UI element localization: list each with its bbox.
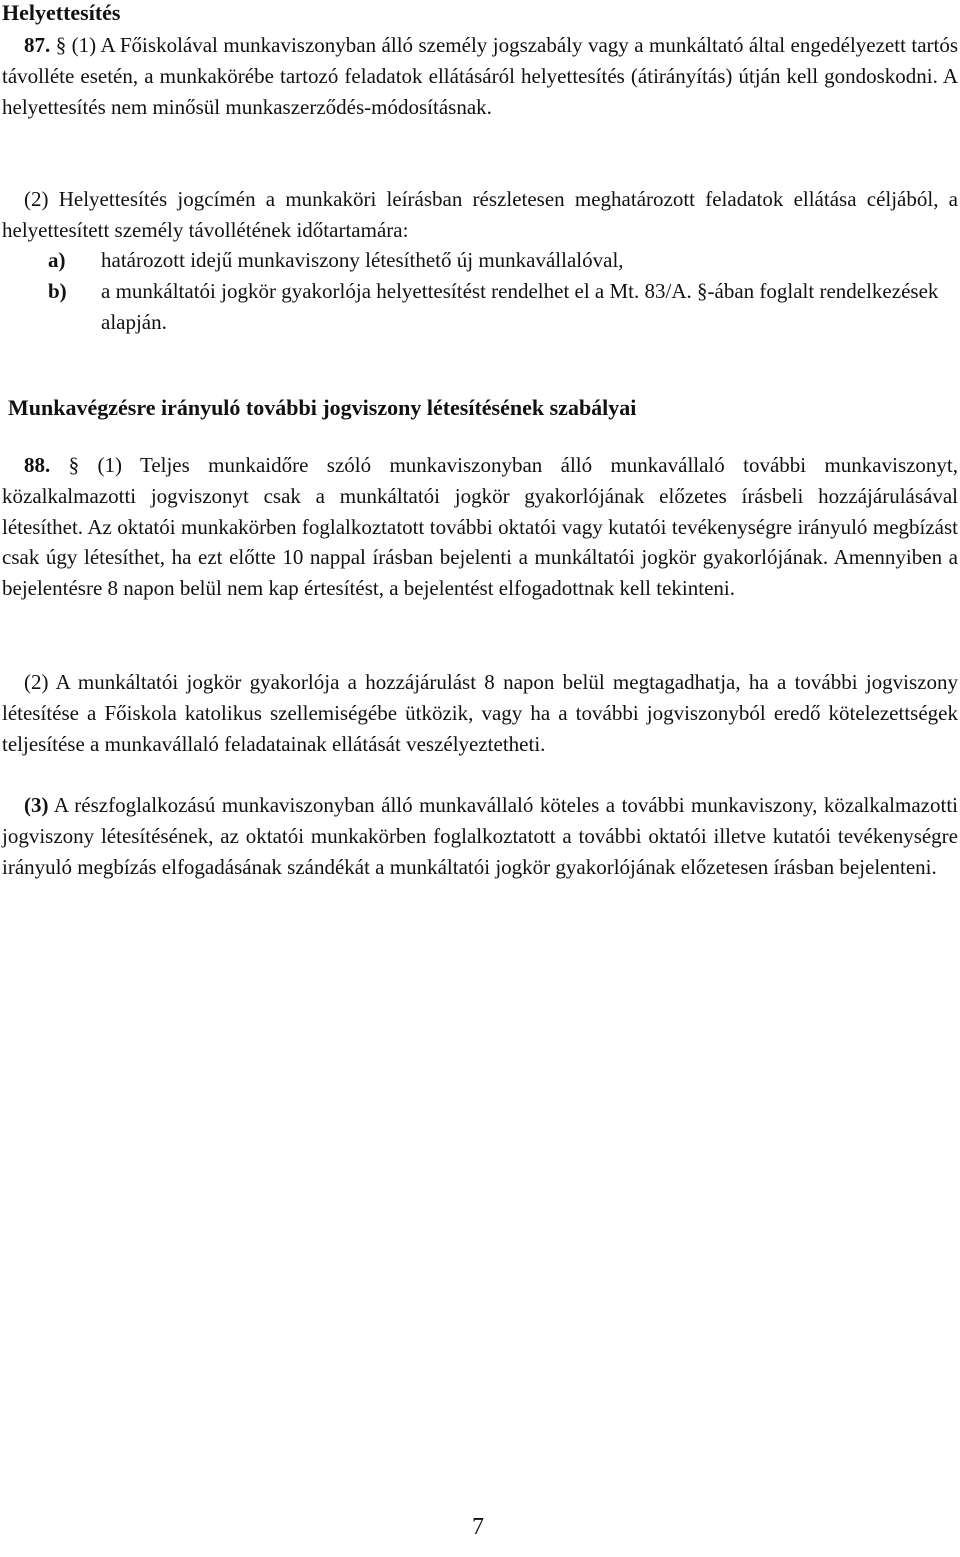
page-number: 7 (472, 1514, 484, 1540)
para-label-87-1: (1) (71, 33, 97, 57)
paragraph-88-3 (2, 790, 958, 882)
section-sign-88: § (68, 453, 80, 477)
list-text-b: a munkáltatói jogkör gyakorlója helyettesítést rendelhet el a Mt. 83/A. §-ában foglalt rendelkezések alapján. (101, 279, 939, 334)
para-text-88-2: A munkáltatói jogkör gyakorlója a hozzájárulást 8 napon belül megtagadhatja, ha a további jogviszony létesítése a Főiskola katolikus szellemiségébe ütközik, vagy ha a további jogviszonyból eredő kötelezettségek teljesítése a munkavállaló feladatainak ellátását veszélyeztetheti. (2, 670, 959, 756)
para-label-87-2: (2) (24, 187, 49, 211)
section-number-88: 88. (24, 453, 51, 477)
para-text-87-1: A Főiskolával munkaviszonyban álló személy jogszabály vagy a munkáltató által engedélyezett tartós távolléte esetén, a munkakörébe tartozó feladatok ellátásáról helyettesítés (átirányítás) útján kell gondoskodni. A helyettesítés nem minősül munkaszerződés-módosításnak. (2, 33, 959, 119)
para-label-88-3: (3) (24, 793, 49, 817)
paragraph-87-2 (2, 184, 958, 246)
para-text-88-3: A részfoglalkozású munkaviszonyban álló munkavállaló köteles a további munkaviszony, közalkalmazotti jogviszony létesítésének, az oktatói munkakörben foglalkoztatott a további oktatói illetve kutatói tevékenységre irányuló megbízás elfogadásának szándékát a munkáltatói jogkör gyakorlójának előzetesen írásban bejelenteni. (2, 793, 958, 879)
heading-helyettesites: Helyettesítés (2, 0, 121, 25)
paragraph-88-2 (2, 667, 958, 759)
para-text-88-1: Teljes munkaidőre szóló munkaviszonyban álló munkavállaló további munkaviszonyt, közalkalmazotti jogviszonyt csak a munkáltatói jogkör gyakorlójának előzetes írásbeli hozzájárulásával létesíthet. Az oktatói munkakörben foglalkoztatott további oktatói vagy kutatói tevékenységre irányuló megbízást csak úgy létesíthet, ha ezt előtte 10 nappal írásban bejelenti a munkáltatói jogkör gyakorlójának. Amennyiben a bejelentésre 8 napon belül nem kap értesítést, a bejelentést elfogadottnak kell tekinteni. (2, 453, 959, 601)
para-text-87-2: Helyettesítés jogcímén a munkaköri leírásban részletesen meghatározott feladatok ellátása céljából, a helyettesített személy távollétének időtartamára: (2, 187, 959, 242)
list-marker-a: a) (48, 248, 66, 272)
list-item-b (48, 276, 958, 338)
list-item-a (48, 245, 958, 276)
paragraph-88-1 (2, 450, 958, 604)
list-text-a: határozott idejű munkaviszony létesíthető új munkavállalóval, (101, 248, 624, 272)
section-sign-87: § (55, 33, 67, 57)
para-label-88-1: (1) (97, 453, 122, 477)
para-label-88-2: (2) (24, 670, 49, 694)
section-number-87: 87. (24, 33, 51, 57)
section-title: Munkavégzésre irányuló további jogviszony létesítésének szabályai (8, 395, 637, 420)
paragraph-87-1 (2, 30, 958, 122)
list-marker-b: b) (48, 279, 67, 303)
